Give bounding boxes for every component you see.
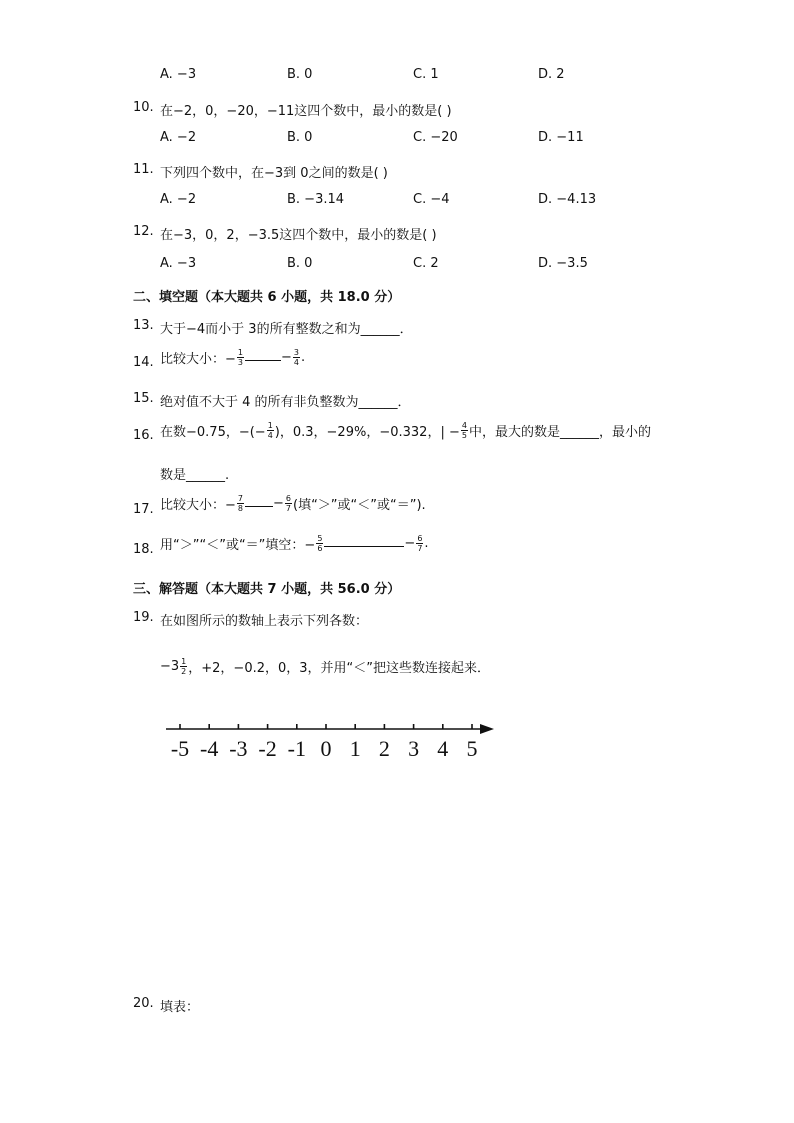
fraction [293, 348, 300, 367]
fraction [180, 657, 187, 676]
axis-tick-labels [171, 736, 478, 761]
numerator: 7 [237, 494, 243, 503]
question-text [160, 494, 426, 513]
numerator: 6 [417, 534, 423, 543]
question-number: 17. [133, 502, 154, 517]
q12-option-d: D. −3.5 [538, 256, 588, 271]
question-text: 在−3，0，2，−3.5这四个数中，最小的数是( ) [160, 228, 437, 243]
denominator: 6 [317, 544, 323, 553]
q14-prefix: 比较大小：− [160, 352, 236, 367]
question-text-line2: 数是______. [160, 468, 230, 483]
denominator: 2 [181, 667, 187, 676]
q16-prefix: 在数−0.75，−(− [160, 425, 266, 440]
q9-option-d: D. 2 [538, 67, 565, 82]
denominator: 8 [237, 504, 243, 513]
question-text: 绝对值不大于 4 的所有非负整数为______． [160, 395, 411, 410]
question-number: 20. [133, 996, 154, 1011]
axis-tick-label: 5 [466, 736, 478, 761]
axis-tick-label: -5 [170, 736, 190, 761]
q12-option-b: B. 0 [287, 256, 313, 271]
numerator: 3 [293, 348, 299, 357]
q12-option-a: A. −3 [160, 256, 197, 271]
question-number: 14. [133, 355, 154, 370]
denominator: 5 [461, 431, 467, 440]
fraction [237, 494, 244, 513]
q16-middle: )，0.3，−29%，−0.332，| − [274, 425, 460, 440]
denominator: 7 [285, 504, 291, 513]
number-line [160, 718, 500, 766]
q9-option-b: B. 0 [287, 67, 313, 82]
q9-option-c: C. 1 [413, 67, 439, 82]
q16-suffix: 中，最大的数是______，最小的 [468, 425, 651, 440]
period: . [301, 350, 306, 365]
question-text: 大于−4而小于 3的所有整数之和为______． [160, 322, 413, 337]
q11-option-a: A. −2 [160, 192, 197, 207]
denominator: 7 [417, 544, 423, 553]
axis-tick-label: -2 [258, 736, 277, 761]
question-text: 下列四个数中，在−3到 0之间的数是( ) [160, 166, 388, 181]
q19-mixed-whole: −3 [160, 659, 180, 674]
q18-prefix: 用“＞”“＜”或“＝”填空：− [160, 538, 316, 553]
answer-blank [324, 534, 404, 547]
question-number: 11. [133, 162, 154, 177]
question-text-line2 [160, 657, 490, 676]
question-number: 19. [133, 610, 154, 625]
q12-option-c: C. 2 [413, 256, 439, 271]
q9-option-a: A. −3 [160, 67, 197, 82]
numerator: 1 [237, 348, 243, 357]
question-text: 在如图所示的数轴上表示下列各数： [160, 614, 369, 629]
q10-option-c: C. −20 [413, 130, 458, 145]
question-number: 13. [133, 318, 154, 333]
q10-option-b: B. 0 [287, 130, 313, 145]
numerator: 1 [267, 421, 273, 430]
axis-tick-label: -1 [287, 736, 306, 761]
numerator: 5 [317, 534, 323, 543]
numerator: 4 [461, 421, 467, 430]
fraction [237, 348, 244, 367]
numerator: 1 [181, 657, 187, 666]
axis-arrow-icon [480, 724, 494, 734]
q19-suffix: ，+2，−0.2，0，3，并用“＜”把这些数连接起来． [188, 661, 491, 676]
axis-tick-label: 3 [408, 736, 420, 761]
axis-tick-label: 4 [437, 736, 449, 761]
axis-tick-label: 2 [378, 736, 390, 761]
question-text [160, 348, 305, 367]
denominator: 4 [267, 431, 273, 440]
axis-tick-label: 1 [349, 736, 361, 761]
question-number: 16. [133, 428, 154, 443]
axis-tick-label: -4 [200, 736, 219, 761]
period: . [424, 536, 429, 551]
question-text [160, 534, 429, 553]
question-text [160, 421, 651, 440]
q17-prefix: 比较大小：− [160, 498, 236, 513]
q11-option-d: D. −4.13 [538, 192, 597, 207]
fraction [316, 534, 323, 553]
question-number: 12. [133, 224, 154, 239]
q10-option-a: A. −2 [160, 130, 197, 145]
fraction [416, 534, 423, 553]
question-number: 18. [133, 542, 154, 557]
fraction [461, 421, 468, 440]
q11-option-b: B. −3.14 [287, 192, 345, 207]
question-number: 15. [133, 391, 154, 406]
denominator: 4 [293, 358, 299, 367]
answer-blank [245, 348, 281, 361]
question-text: 在−2，0，−20，−11这四个数中，最小的数是( ) [160, 104, 452, 119]
denominator: 3 [237, 358, 243, 367]
numerator: 6 [285, 494, 291, 503]
section-heading-fill-in: 二、填空题（本大题共 6 小题，共 18.0 分） [133, 290, 401, 305]
section-heading-answers: 三、解答题（本大题共 7 小题，共 56.0 分） [133, 582, 401, 597]
fraction [285, 494, 292, 513]
question-text: 填表： [160, 1000, 200, 1015]
axis-tick-label: -3 [229, 736, 248, 761]
minus-sign: − [404, 536, 416, 551]
answer-blank [245, 494, 273, 507]
question-number: 10. [133, 100, 154, 115]
fraction [267, 421, 274, 440]
q17-suffix: (填“＞”或“＜”或“＝”). [293, 498, 426, 513]
axis-tick-label: 0 [320, 736, 332, 761]
q10-option-d: D. −11 [538, 130, 584, 145]
q11-option-c: C. −4 [413, 192, 450, 207]
minus-sign: − [273, 496, 284, 511]
minus-sign: − [281, 350, 292, 365]
